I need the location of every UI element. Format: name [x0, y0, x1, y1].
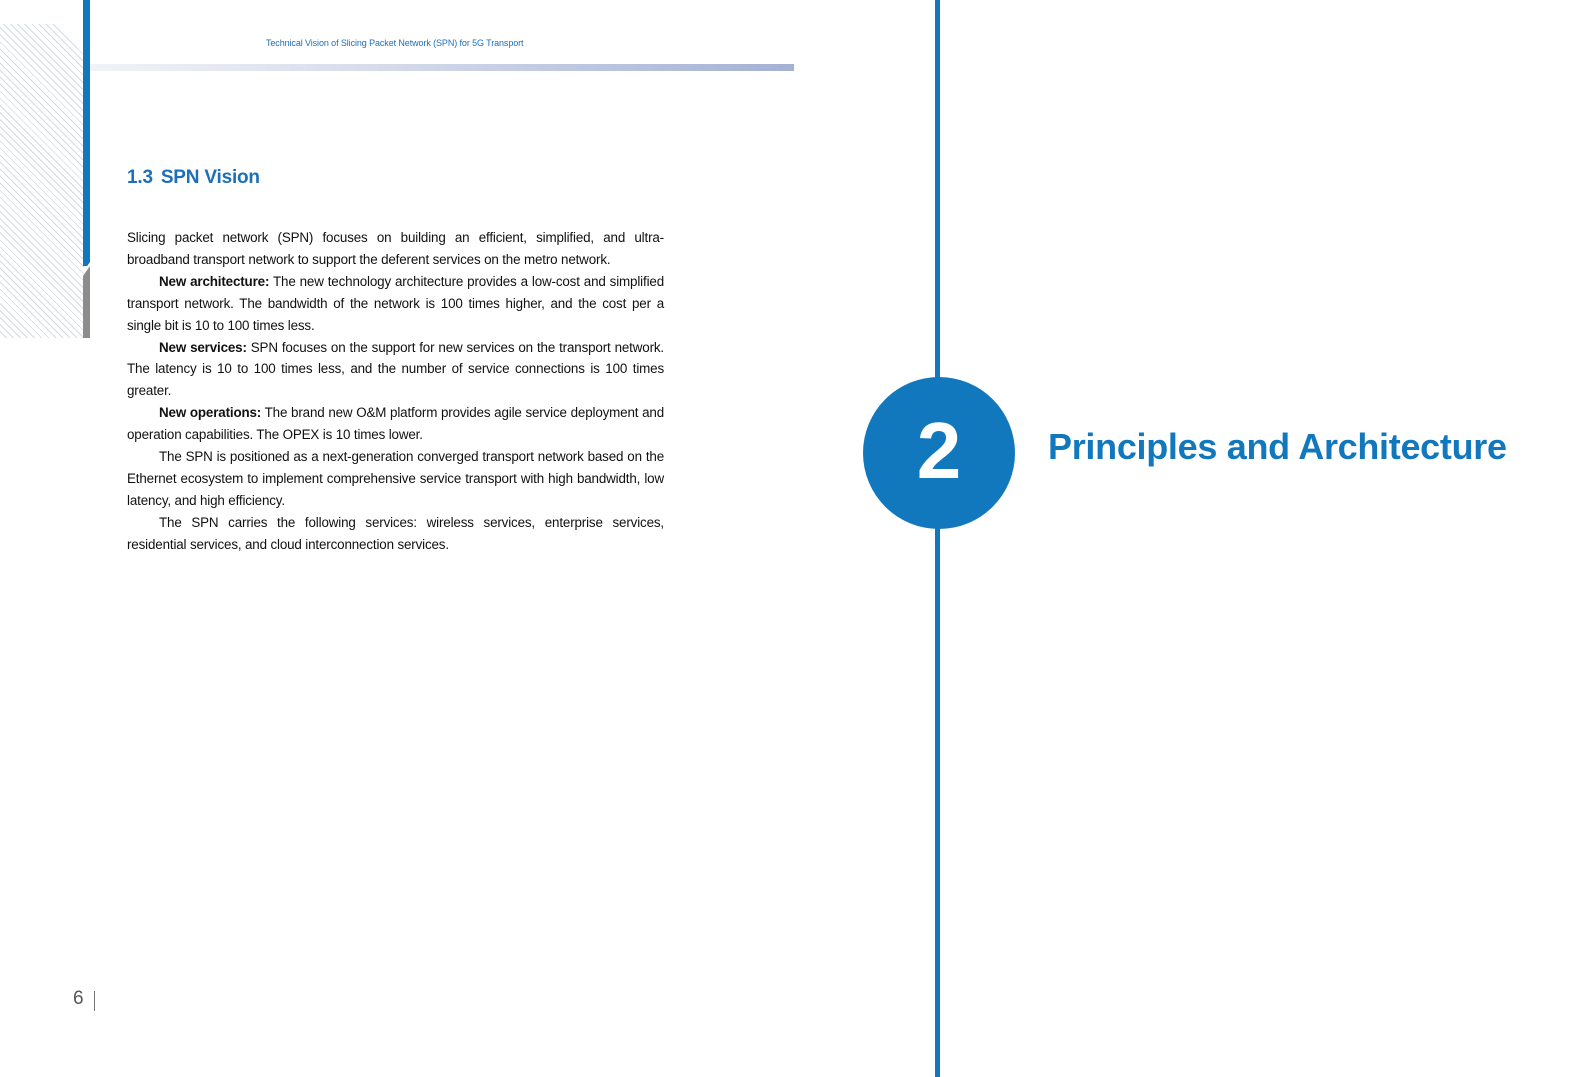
- paragraph-intro: Slicing packet network (SPN) focuses on building an efficient, simplified, and ultra-broadband transport network to support the deferent services on the metro network.: [127, 230, 664, 267]
- chapter-number: 2: [916, 406, 962, 495]
- paragraph-services: [127, 337, 664, 403]
- paragraph-operations: [127, 402, 664, 446]
- section-body: [127, 227, 664, 556]
- left-accent-bar-gray: [83, 266, 90, 338]
- architecture-label: New architecture:: [159, 273, 270, 289]
- page-number: 6: [73, 988, 84, 1009]
- architecture-text: The new technology architecture provides a low-cost and simplified transport network. The bandwidth of the network is 100 times higher, and the cost per a single bit is 10 to 100 times less.: [127, 273, 664, 333]
- services-text: SPN focuses on the support for new services on the transport network. The latency is 10 to 100 times less, and the number of service connections is 100 times greater.: [127, 339, 664, 399]
- chapter-vertical-line: [935, 0, 940, 1077]
- services-label: New services:: [159, 339, 247, 355]
- chapter-number-badge: [863, 377, 1015, 529]
- section-number: 1.3: [127, 167, 153, 188]
- decorative-hatch-pattern: [0, 24, 84, 338]
- page-number-divider: [94, 991, 95, 1011]
- paragraph-positioning: The SPN is positioned as a next-generation converged transport network based on the Ethernet ecosystem to implement comprehensive service transport with high bandwidth, low latency, and high efficiency.: [127, 449, 664, 508]
- paragraph-carried-services: The SPN carries the following services: wireless services, enterprise services, residential services, and cloud interconnection services.: [127, 514, 664, 552]
- operations-label: New operations:: [159, 405, 262, 421]
- paragraph-architecture: [127, 271, 664, 337]
- section-heading: [127, 167, 260, 189]
- operations-text: The brand new O&M platform provides agile service deployment and operation capabilities. The OPEX is 10 times lower.: [127, 405, 664, 443]
- left-accent-bar: [83, 0, 90, 266]
- header-gradient-rule: [90, 64, 794, 71]
- running-header-title: Technical Vision of Slicing Packet Network (SPN) for 5G Transport: [266, 38, 524, 48]
- chapter-title: Principles and Architecture: [1048, 426, 1507, 467]
- section-title: SPN Vision: [160, 167, 260, 188]
